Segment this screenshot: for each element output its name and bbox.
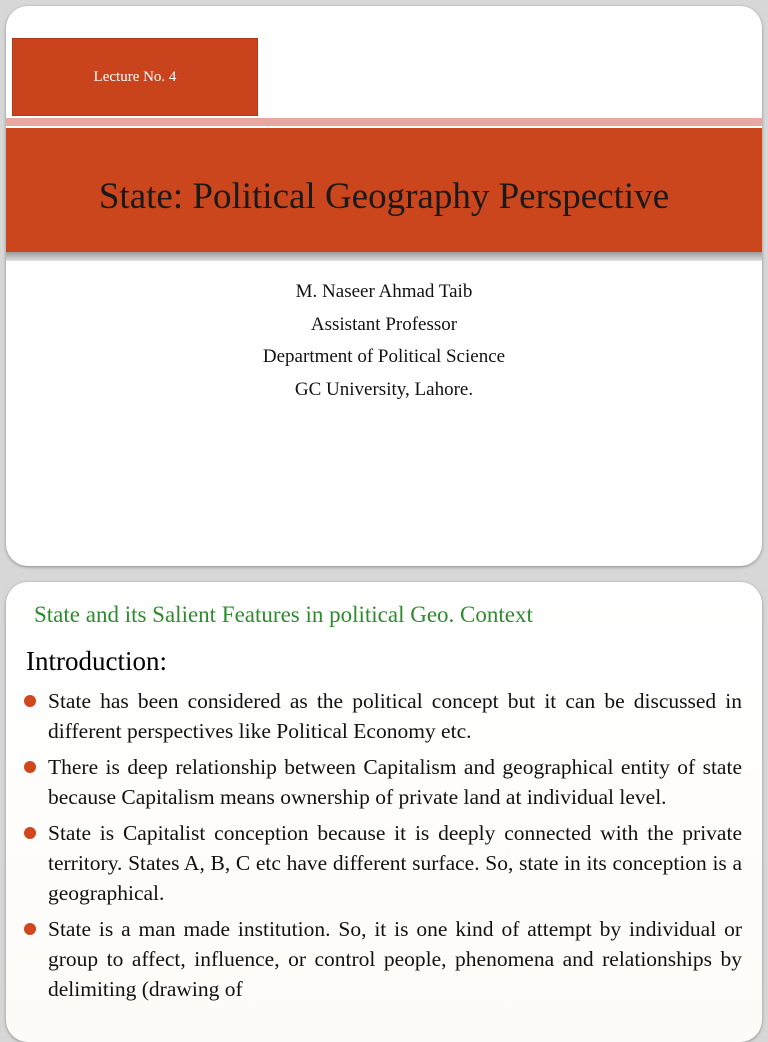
bullet-dot-icon — [24, 761, 36, 773]
bullet-dot-icon — [24, 827, 36, 839]
author-department: Department of Political Science — [262, 346, 506, 367]
bullet-list — [20, 686, 742, 1010]
bullet-text: State is a man made institution. So, it is one kind of attempt by individual or group to affect, influence, or control people, phenomena and relationships by delimiting (drawing of — [48, 917, 742, 1001]
title-band-shadow — [6, 252, 762, 261]
bullet-text: State has been considered as the political concept but it can be discussed in different perspectives like Political Economy etc. — [48, 689, 742, 743]
bullet-item — [20, 752, 742, 812]
section-title: Introduction: — [26, 646, 167, 676]
slide-heading: State and its Salient Features in political Geo. Context — [34, 602, 533, 627]
content-slide — [6, 582, 762, 1042]
title-band-main — [6, 128, 762, 252]
bullet-text: There is deep relationship between Capitalism and geographical entity of state because Capitalism means ownership of private land at individual level. — [48, 755, 742, 809]
title-band-top-stripe — [6, 118, 762, 126]
lecture-label: Lecture No. 4 — [93, 68, 177, 85]
title-band — [6, 118, 762, 268]
author-block — [6, 276, 762, 406]
lecture-number-box — [12, 38, 258, 116]
bullet-text: State is Capitalist conception because it is deeply connected with the private territory. States A, B, C etc have different surface. So, state in its conception is a geographical. — [48, 821, 742, 905]
bullet-dot-icon — [24, 695, 36, 707]
bullet-item — [20, 818, 742, 908]
bullet-item — [20, 914, 742, 1004]
author-name: M. Naseer Ahmad Taib — [295, 281, 473, 302]
bullet-dot-icon — [24, 923, 36, 935]
bullet-item — [20, 686, 742, 746]
slide-title: State: Political Geography Perspective — [98, 175, 670, 217]
author-position: Assistant Professor — [310, 313, 458, 335]
title-slide — [6, 6, 762, 566]
author-university: GC University, Lahore. — [294, 378, 474, 400]
